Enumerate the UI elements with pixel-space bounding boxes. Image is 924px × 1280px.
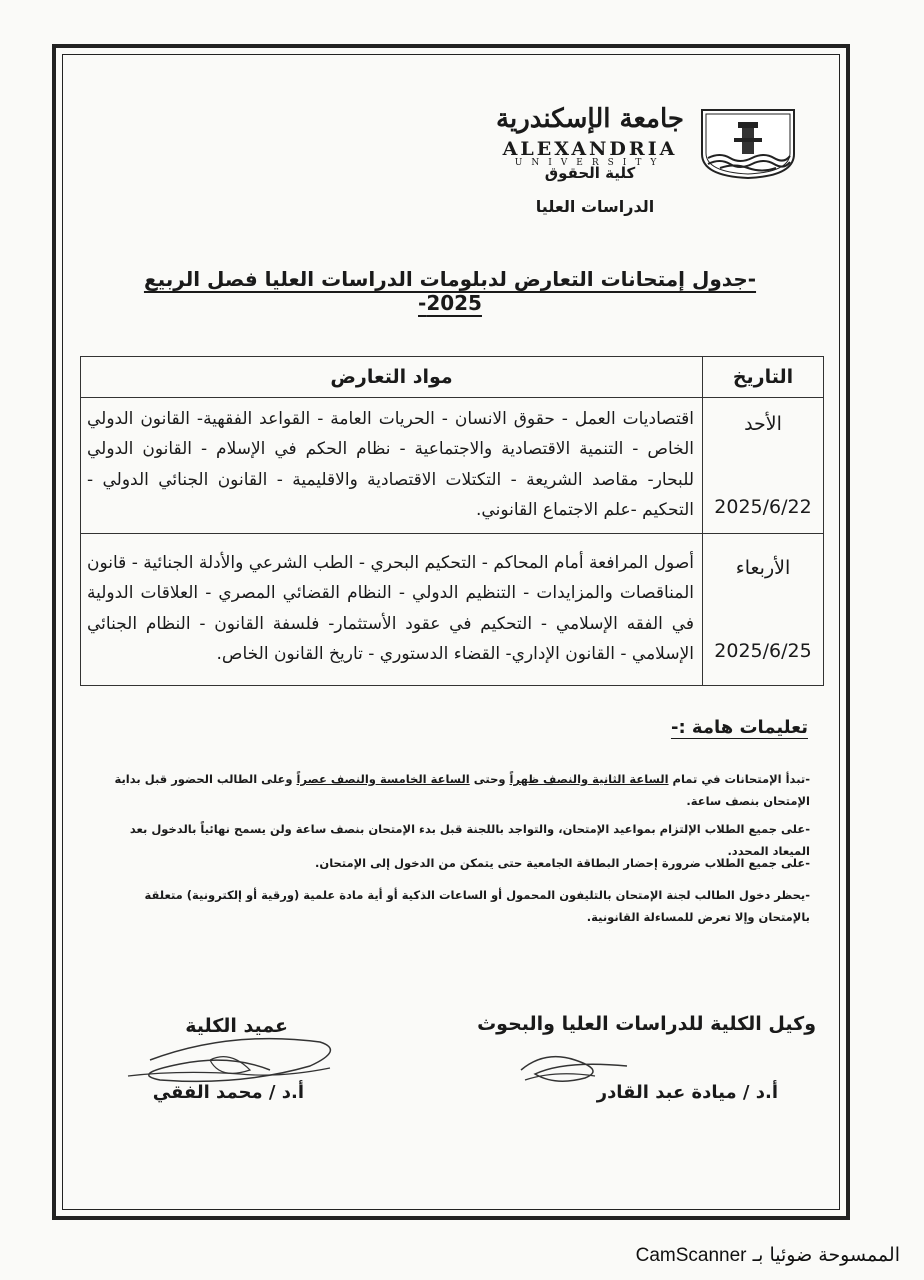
header-date: التاريخ	[703, 357, 824, 398]
instruction-end-time: الساعة الخامسة والنصف عصراً	[296, 772, 470, 786]
university-subtitle-english: UNIVERSITY	[514, 158, 666, 168]
university-name-english: ALEXANDRIA	[502, 138, 678, 160]
instruction-item-3: -على جميع الطلاب ضرورة إحضار البطاقة الجامعية حتى يتمكن من الدخول إلى الإمتحان.	[315, 856, 810, 870]
date-cell	[703, 534, 824, 686]
instruction-start-time: الساعة الثانية والنصف ظهراً	[509, 772, 669, 786]
date-cell	[703, 398, 824, 534]
vice-dean-title: وكيل الكلية للدراسات العليا والبحوث	[477, 1013, 816, 1035]
instruction-item-4: -يحظر دخول الطالب لجنة الإمتحان بالتليفون المحمول أو الساعات الذكية أو أية مادة علمية (ورقية أو إلكترونية) متعلقة بالإمتحان وإلا تعرض للمساءلة القانونية.	[144, 888, 810, 924]
department-name: الدراسات العليا	[535, 197, 655, 216]
page-title: -جدول إمتحانات التعارض لدبلومات الدراسات العليا فصل الربيع 2025-	[143, 267, 757, 315]
faculty-name: كلية الحقوق	[544, 164, 636, 182]
instruction-item-2: -على جميع الطلاب الإلتزام بمواعيد الإمتحان، والتواجد باللجنة قبل بدء الإمتحان بنصف ساعة ولن يسمح نهائياً بالدخول بعد الميعاد المحدد.	[129, 822, 810, 858]
dean-title: عميد الكلية	[185, 1015, 288, 1037]
university-name-arabic: جامعة الإسكندرية	[496, 104, 684, 134]
instructions-title: تعليمات هامة :-	[670, 717, 808, 738]
vice-dean-name: أ.د / ميادة عبد القادر	[596, 1082, 778, 1103]
scanner-caption: الممسوحة ضوئيا بـ	[752, 1244, 900, 1266]
university-logo-icon	[700, 108, 796, 180]
exam-schedule-table	[80, 356, 824, 686]
instruction-item-1	[96, 768, 810, 812]
day-label: الأحد	[744, 412, 782, 435]
date-value: 2025/6/25	[714, 639, 812, 662]
day-label: الأربعاء	[735, 556, 791, 579]
subjects-cell: اقتصاديات العمل - حقوق الانسان - الحريات العامة - القواعد الفقهية- القانون الدولي الخاص - التنمية الاقتصادية والاجتماعية - نظام الحكم في الإسلام - القانون الدولي للبحار- مقاصد الشريعة - التكتلات الاقتصادية والاقليمية - القانون الجنائي الدولي - التحكيم -علم الاجتماع القانوني.	[81, 398, 703, 534]
camscanner-watermark	[560, 1244, 900, 1267]
instruction-text: وعلى الطالب الحضور قبل بداية الإمتحان بنصف ساعة.	[114, 772, 810, 808]
header-subjects: مواد التعارض	[81, 357, 703, 398]
table-header-row	[81, 357, 824, 398]
table-row	[81, 398, 824, 534]
instruction-text: وحتى	[469, 772, 510, 786]
subjects-cell: أصول المرافعة أمام المحاكم - التحكيم البحري - الطب الشرعي والأدلة الجنائية - قانون المناقصات والمزايدات - التنظيم الدولي - النظام القضائي المصري - العلاقات الدولية في الفقه الإسلامي - التحكيم في عقود الأستثمار- فلسفة القانون - النظام الجنائي الإسلامي - القانون الإداري- القضاء الدستوري - تاريخ القانون الخاص.	[81, 534, 703, 686]
instruction-text: -تبدأ الإمتحانات في تمام	[668, 772, 810, 786]
scanner-app-name: CamScanner	[635, 1245, 747, 1266]
date-value: 2025/6/22	[714, 495, 812, 518]
dean-name: أ.د / محمد الفقي	[152, 1082, 304, 1103]
table-row	[81, 534, 824, 686]
